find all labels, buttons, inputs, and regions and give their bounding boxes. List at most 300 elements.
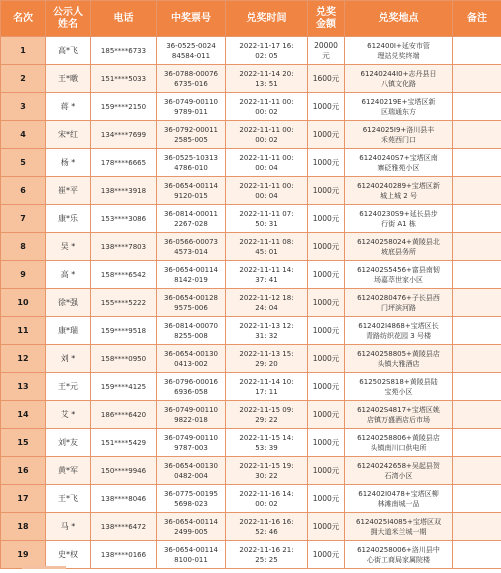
- ticket-cell-text: 36-0566-00073: [163, 237, 219, 246]
- header-time: [226, 1, 308, 37]
- note-cell: [453, 317, 501, 345]
- location-cell: [345, 485, 453, 513]
- ticket-cell-text: 8255-008: [174, 331, 208, 340]
- ticket-cell: [157, 205, 226, 233]
- name-cell: [46, 317, 91, 345]
- location-cell-text: 61240219E+宝塔区新: [361, 97, 436, 106]
- ticket-cell: [157, 513, 226, 541]
- location-cell-text: 坡底县务所: [381, 247, 416, 256]
- location-cell-text: 612502S818+黄陵县陆: [359, 377, 438, 386]
- note-cell: [453, 233, 501, 261]
- ticket-cell-text: 0482-004: [174, 471, 208, 480]
- location-cell: [345, 345, 453, 373]
- rank-cell: [1, 373, 46, 401]
- ticket-cell-text: 2267-028: [174, 219, 208, 228]
- rank-cell-text: 12: [17, 353, 29, 363]
- table-row: [1, 513, 501, 541]
- name-cell: [46, 457, 91, 485]
- rank-cell: [1, 485, 46, 513]
- time-cell-text: 2022-11-11 00:: [239, 125, 294, 134]
- rank-cell-text: 16: [17, 465, 29, 475]
- name-cell-text: 吴 *: [60, 241, 76, 251]
- amount-cell-text: 1000元: [312, 241, 340, 251]
- phone-cell: [91, 345, 157, 373]
- ticket-cell-text: 36-0775-00195: [163, 489, 219, 498]
- note-cell: [453, 401, 501, 429]
- time-cell: [226, 65, 308, 93]
- location-cell-text: 61240280476+子长县西: [357, 293, 440, 302]
- location-cell-text: 寨砭雅苑小区: [377, 163, 420, 172]
- header-amount-line1: 兑奖: [316, 6, 336, 18]
- time-cell-text: 29: 22: [255, 415, 278, 424]
- ticket-cell-text: 0413-002: [174, 359, 208, 368]
- time-cell: [226, 233, 308, 261]
- rank-cell: [1, 317, 46, 345]
- rank-cell-text: 18: [17, 521, 29, 531]
- time-cell: [226, 121, 308, 149]
- ticket-cell-text: 84584-011: [171, 51, 211, 60]
- phone-cell: [91, 485, 157, 513]
- phone-cell-text: 138****6472: [100, 522, 147, 531]
- amount-cell-text: 1600元: [312, 73, 340, 83]
- amount-cell-text: 1000元: [312, 325, 340, 335]
- note-cell: [453, 541, 501, 569]
- table-row: [1, 93, 501, 121]
- table-row: [1, 121, 501, 149]
- note-cell: [453, 65, 501, 93]
- location-cell: [345, 429, 453, 457]
- ticket-cell: [157, 177, 226, 205]
- amount-cell-text: 1000元: [312, 269, 340, 279]
- phone-cell-text: 159****4125: [100, 382, 147, 391]
- time-cell: [226, 513, 308, 541]
- ticket-cell-text: 36-0814-00011: [163, 209, 219, 218]
- time-cell-text: 37: 41: [255, 275, 278, 284]
- time-cell-text: 52: 46: [255, 527, 278, 536]
- amount-cell-text: 1000元: [312, 129, 340, 139]
- phone-cell-text: 138****3918: [100, 186, 147, 195]
- time-cell: [226, 149, 308, 177]
- ticket-cell-text: 36-0788-00076: [163, 69, 219, 78]
- time-cell: [226, 177, 308, 205]
- ticket-cell: [157, 233, 226, 261]
- ticket-cell: [157, 373, 226, 401]
- ticket-cell-text: 6936-058: [174, 387, 208, 396]
- amount-cell-text: 1000元: [312, 521, 340, 531]
- table-body: [1, 37, 501, 569]
- location-cell-text: 拥大道米兰城一期: [370, 527, 427, 536]
- amount-cell: [308, 37, 345, 65]
- amount-cell: [308, 457, 345, 485]
- time-cell-text: 45: 01: [255, 247, 278, 256]
- time-cell-text: 2022-11-15 09:: [239, 405, 294, 414]
- footer-accent-bar: [22, 566, 66, 569]
- note-cell: [453, 261, 501, 289]
- rank-cell: [1, 401, 46, 429]
- location-cell-text: 61240244I0+志丹县日: [360, 69, 437, 78]
- phone-cell: [91, 261, 157, 289]
- time-cell-text: 2022-11-16 14:: [239, 489, 294, 498]
- amount-cell: [308, 121, 345, 149]
- header-amount-line2: 金额: [316, 18, 336, 30]
- phone-cell: [91, 177, 157, 205]
- ticket-cell-text: 8100-011: [174, 555, 208, 564]
- table-row: [1, 37, 501, 65]
- note-cell: [453, 345, 501, 373]
- name-cell: [46, 345, 91, 373]
- time-cell: [226, 345, 308, 373]
- phone-cell: [91, 149, 157, 177]
- location-cell: [345, 541, 453, 569]
- name-cell: [46, 289, 91, 317]
- location-cell-text: 场嘉萃世家小区: [374, 275, 423, 284]
- table-row: [1, 289, 501, 317]
- time-cell-text: 00: 02: [255, 135, 278, 144]
- location-cell: [345, 401, 453, 429]
- ticket-cell: [157, 317, 226, 345]
- time-cell: [226, 261, 308, 289]
- location-cell: [345, 513, 453, 541]
- phone-cell-text: 138****7803: [100, 242, 147, 251]
- rank-cell: [1, 121, 46, 149]
- table-row: [1, 317, 501, 345]
- table-row: [1, 373, 501, 401]
- name-cell-text: 崔*平: [58, 185, 78, 195]
- ticket-cell-text: 4786-010: [174, 163, 208, 172]
- ticket-cell: [157, 261, 226, 289]
- phone-cell: [91, 121, 157, 149]
- time-cell-text: 2022-11-17 16:: [239, 41, 294, 50]
- ticket-cell-text: 36-0525-0024: [166, 41, 216, 50]
- ticket-cell: [157, 429, 226, 457]
- amount-cell: [308, 541, 345, 569]
- note-cell: [453, 457, 501, 485]
- phone-cell: [91, 65, 157, 93]
- rank-cell-text: 3: [20, 101, 26, 111]
- ticket-cell-text: 36-0749-00110: [163, 405, 219, 414]
- phone-cell-text: 155****5222: [100, 298, 147, 307]
- location-cell-text: 61240258024+黄陵县北: [357, 237, 440, 246]
- rank-cell: [1, 65, 46, 93]
- location-cell-text: 612402S5456+富县南韧: [357, 265, 440, 274]
- time-cell-text: 2022-11-13 15:: [239, 349, 294, 358]
- name-cell: [46, 233, 91, 261]
- table-row: [1, 149, 501, 177]
- name-cell-text: 刘*友: [58, 437, 78, 447]
- name-cell-text: 艾 *: [60, 409, 76, 419]
- amount-cell: [308, 289, 345, 317]
- time-cell-text: 53: 39: [255, 443, 278, 452]
- location-cell: [345, 261, 453, 289]
- phone-cell-text: 151****5429: [100, 438, 147, 447]
- amount-cell: [308, 261, 345, 289]
- phone-cell-text: 186****6420: [100, 410, 147, 419]
- ticket-cell-text: 8142-019: [174, 275, 208, 284]
- amount-cell-text: 1000元: [312, 101, 340, 111]
- phone-cell-text: 153****3086: [100, 214, 147, 223]
- phone-cell: [91, 457, 157, 485]
- location-cell-text: 行街 A1 栋: [381, 219, 416, 228]
- time-cell-text: 2022-11-11 07:: [239, 209, 294, 218]
- ticket-cell-text: 9822-018: [174, 415, 208, 424]
- time-cell-text: 2022-11-13 12:: [239, 321, 294, 330]
- location-cell: [345, 317, 453, 345]
- rank-cell: [1, 149, 46, 177]
- location-cell-text: 612402S4817+宝塔区姚: [357, 405, 440, 414]
- rank-cell-text: 15: [17, 437, 29, 447]
- ticket-cell: [157, 289, 226, 317]
- rank-cell-text: 5: [20, 157, 26, 167]
- amount-cell-text: 元: [322, 50, 330, 60]
- ticket-cell-text: 36-0654-00130: [163, 461, 219, 470]
- header-name: [46, 1, 91, 37]
- time-cell: [226, 401, 308, 429]
- table-row: [1, 429, 501, 457]
- time-cell-text: 2022-11-11 08:: [239, 237, 294, 246]
- phone-cell-text: 150****9946: [100, 466, 147, 475]
- rank-cell-text: 17: [17, 493, 29, 503]
- amount-cell: [308, 373, 345, 401]
- rank-cell: [1, 205, 46, 233]
- time-cell: [226, 93, 308, 121]
- ticket-cell-text: 36-0792-00011: [163, 125, 219, 134]
- amount-cell-text: 1000元: [312, 465, 340, 475]
- name-cell-text: 宋*红: [58, 129, 78, 139]
- name-cell: [46, 177, 91, 205]
- note-cell: [453, 37, 501, 65]
- phone-cell: [91, 513, 157, 541]
- location-cell-text: 6124025I4085+宝塔区双: [356, 517, 441, 526]
- rank-cell-text: 7: [20, 213, 26, 223]
- phone-cell-text: 158****6542: [100, 270, 147, 279]
- time-cell-text: 24: 04: [255, 303, 278, 312]
- time-cell: [226, 289, 308, 317]
- table-row: [1, 205, 501, 233]
- time-cell: [226, 429, 308, 457]
- rank-cell: [1, 93, 46, 121]
- name-cell: [46, 37, 91, 65]
- phone-cell: [91, 373, 157, 401]
- amount-cell-text: 1000元: [312, 381, 340, 391]
- ticket-cell-text: 36-0654-00114: [163, 181, 219, 190]
- header-row: [1, 1, 501, 37]
- amount-cell: [308, 65, 345, 93]
- amount-cell-text: 1000元: [312, 493, 340, 503]
- amount-cell-text: 1000元: [312, 353, 340, 363]
- time-cell: [226, 485, 308, 513]
- time-cell: [226, 205, 308, 233]
- amount-cell-text: 1000元: [312, 549, 340, 559]
- name-cell-text: 王*暾: [58, 73, 78, 83]
- location-cell-text: 612402I0478+宝塔区柳: [358, 489, 439, 498]
- time-cell-text: 2022-11-11 00:: [239, 153, 294, 162]
- amount-cell-text: 1000元: [312, 213, 340, 223]
- time-cell-text: 00: 02: [255, 499, 278, 508]
- location-cell-text: 城上城 2 号: [380, 191, 417, 200]
- location-cell-text: 林滩南城一品: [377, 499, 420, 508]
- note-cell: [453, 121, 501, 149]
- name-cell: [46, 121, 91, 149]
- time-cell-text: 30: 22: [255, 471, 278, 480]
- note-cell: [453, 373, 501, 401]
- amount-cell: [308, 233, 345, 261]
- ticket-cell: [157, 149, 226, 177]
- amount-cell: [308, 429, 345, 457]
- ticket-cell: [157, 541, 226, 569]
- header-phone-line1: 电话: [113, 12, 134, 24]
- note-cell: [453, 93, 501, 121]
- time-cell-text: 2022-11-11 00:: [239, 181, 294, 190]
- rank-cell-text: 13: [17, 381, 29, 391]
- header-ticket: [157, 1, 226, 37]
- phone-cell: [91, 233, 157, 261]
- location-cell: [345, 121, 453, 149]
- table-row: [1, 65, 501, 93]
- phone-cell-text: 138****8046: [100, 494, 147, 503]
- table-row: [1, 485, 501, 513]
- name-cell: [46, 429, 91, 457]
- ticket-cell: [157, 401, 226, 429]
- amount-cell-text: 1000元: [312, 297, 340, 307]
- header-rank-line1: 名次: [13, 12, 33, 24]
- name-cell-text: 杨 *: [60, 157, 76, 167]
- amount-cell-text: 1000元: [312, 185, 340, 195]
- ticket-cell-text: 36-0654-00114: [163, 517, 219, 526]
- time-cell-text: 02: 05: [255, 51, 278, 60]
- time-cell-text: 25: 25: [255, 555, 278, 564]
- time-cell-text: 13: 51: [255, 79, 278, 88]
- time-cell-text: 00: 04: [255, 191, 278, 200]
- table-row: [1, 261, 501, 289]
- location-cell-text: 店镇万盛酒店后市场: [367, 415, 430, 424]
- location-cell: [345, 65, 453, 93]
- table-row: [1, 345, 501, 373]
- ticket-cell-text: 36-0814-00070: [163, 321, 219, 330]
- table-row: [1, 541, 501, 569]
- name-cell: [46, 65, 91, 93]
- location-cell-text: 区瑞通东方: [381, 107, 416, 116]
- name-cell-text: 史*权: [58, 549, 78, 559]
- time-cell-text: 50: 31: [255, 219, 278, 228]
- location-cell: [345, 205, 453, 233]
- ticket-cell-text: 9120-015: [174, 191, 208, 200]
- amount-cell: [308, 513, 345, 541]
- rank-cell-text: 8: [20, 241, 26, 251]
- ticket-cell-text: 2499-005: [174, 527, 208, 536]
- note-cell: [453, 429, 501, 457]
- name-cell-text: 王*飞: [58, 493, 78, 503]
- location-cell-text: 61240240289+宝塔区新: [357, 181, 440, 190]
- phone-cell: [91, 93, 157, 121]
- rank-cell: [1, 177, 46, 205]
- name-cell-text: 马 *: [60, 521, 76, 531]
- amount-cell: [308, 177, 345, 205]
- time-cell: [226, 457, 308, 485]
- location-cell: [345, 93, 453, 121]
- location-cell-text: 宝苑小区: [384, 387, 413, 396]
- name-cell: [46, 93, 91, 121]
- ticket-cell-text: 36-0749-00110: [163, 97, 219, 106]
- amount-cell: [308, 317, 345, 345]
- name-cell: [46, 373, 91, 401]
- ticket-cell-text: 36-0525-10313: [163, 153, 219, 162]
- amount-cell-text: 1000元: [312, 409, 340, 419]
- header-rank: [1, 1, 46, 37]
- name-cell-text: 高 *: [60, 269, 76, 279]
- rank-cell: [1, 233, 46, 261]
- name-cell-text: 康*乐: [58, 213, 78, 223]
- location-cell: [345, 177, 453, 205]
- amount-cell: [308, 205, 345, 233]
- phone-cell-text: 158****0950: [100, 354, 147, 363]
- note-cell: [453, 485, 501, 513]
- table-row: [1, 401, 501, 429]
- location-cell-text: 61240258805+黄陵县店: [357, 349, 440, 358]
- location-cell-text: 61240242658+吴起县贺: [357, 461, 440, 470]
- rank-cell-text: 10: [17, 297, 29, 307]
- amount-cell: [308, 345, 345, 373]
- amount-cell-text: 1000元: [312, 157, 340, 167]
- location-cell-text: 门坪滨河路: [381, 303, 416, 312]
- ticket-cell: [157, 37, 226, 65]
- time-cell-text: 2022-11-11 14:: [239, 265, 294, 274]
- header-name-line2: 姓名: [58, 18, 78, 30]
- amount-cell: [308, 149, 345, 177]
- name-cell: [46, 513, 91, 541]
- ticket-cell-text: 36-0796-00016: [163, 377, 219, 386]
- amount-cell: [308, 485, 345, 513]
- time-cell-text: 2022-11-15 19:: [239, 461, 294, 470]
- rank-cell: [1, 429, 46, 457]
- amount-cell-text: 1000元: [312, 437, 340, 447]
- location-cell-text: 61240240S7+宝塔区南: [359, 153, 438, 162]
- time-cell-text: 2022-11-14 20:: [239, 69, 294, 78]
- ticket-cell: [157, 457, 226, 485]
- note-cell: [453, 149, 501, 177]
- rank-cell: [1, 513, 46, 541]
- name-cell: [46, 261, 91, 289]
- rank-cell: [1, 457, 46, 485]
- location-cell: [345, 37, 453, 65]
- time-cell-text: 2022-11-16 16:: [239, 517, 294, 526]
- rank-cell-text: 6: [20, 185, 26, 195]
- name-cell-text: 高*飞: [58, 45, 78, 55]
- name-cell-text: 黄*军: [58, 465, 78, 475]
- location-cell: [345, 373, 453, 401]
- ticket-cell: [157, 345, 226, 373]
- note-cell: [453, 289, 501, 317]
- header-location-line1: 兑奖地点: [378, 12, 419, 24]
- location-cell-text: 612402I4868+宝塔区长: [358, 321, 439, 330]
- header-amount: [308, 1, 345, 37]
- phone-cell-text: 159****9518: [100, 326, 147, 335]
- time-cell-text: 2022-11-15 14:: [239, 433, 294, 442]
- amount-cell-text: 20000: [314, 40, 338, 50]
- name-cell: [46, 485, 91, 513]
- rank-cell: [1, 289, 46, 317]
- phone-cell: [91, 429, 157, 457]
- table-row: [1, 233, 501, 261]
- header-phone: [91, 1, 157, 37]
- ticket-cell-text: 36-0654-00114: [163, 545, 219, 554]
- location-cell-text: 理站兑奖终端: [377, 51, 420, 60]
- note-cell: [453, 177, 501, 205]
- ticket-cell: [157, 485, 226, 513]
- rank-cell-text: 4: [20, 129, 26, 139]
- rank-cell: [1, 541, 46, 569]
- phone-cell-text: 159****2150: [100, 102, 147, 111]
- location-cell: [345, 289, 453, 317]
